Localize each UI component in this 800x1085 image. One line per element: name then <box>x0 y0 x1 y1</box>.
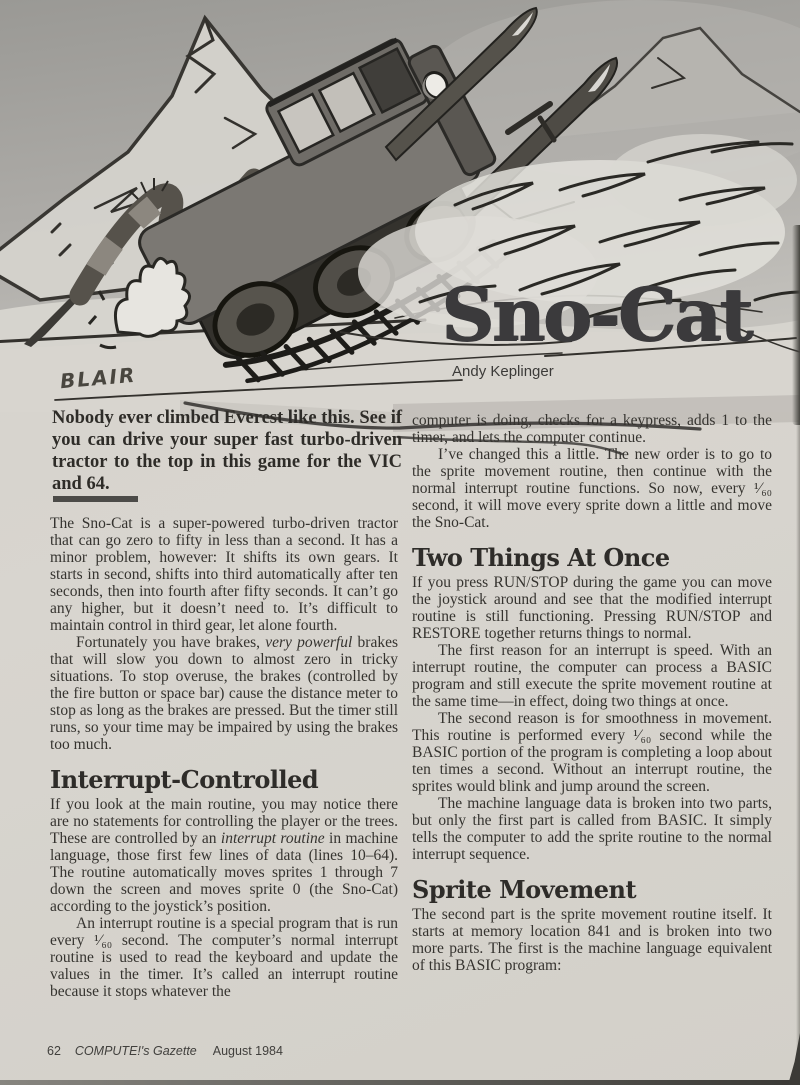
column-left <box>50 515 398 1000</box>
intro-paragraph: Nobody ever climbed Everest like this. See if you can drive your super fast turbo-driven tractor to the top in this game for the VIC and 64. <box>52 408 402 494</box>
section-heading-two-things-at-once: Two Things At Once <box>412 543 670 572</box>
magazine-name: COMPUTE!'s Gazette <box>74 1044 197 1058</box>
artist-signature: BLAIR <box>59 362 138 394</box>
paragraph-run-stop: If you press RUN/STOP during the game you can move the joystick around and see that the modified interrupt routine is still functioning. Pressing RUN/STOP and RESTORE together returns things to normal. <box>412 574 772 643</box>
paragraph-brakes: Fortunately you have brakes, very powerful brakes that will slow you down to almost zero in tricky situations. To stop overuse, the brakes (controlled by the fire button or space bar) cause the distance meter to stop as long as the brakes are pressed. But the timer still runs, so your time may be impaired by using the brakes too much. <box>50 634 398 753</box>
paragraph-interrupt-speed: The first reason for an interrupt is speed. With an interrupt routine, the computer can process a BASIC program and still execute the sprite movement routine at the same time—in effect, doing two things at once. <box>412 642 772 711</box>
paragraph-computer-continue: computer is doing, checks for a keypress, adds 1 to the timer, and lets the computer continue. <box>412 412 772 446</box>
column-right <box>412 412 772 974</box>
intro-rule <box>53 496 138 502</box>
page-footer <box>47 1044 283 1058</box>
article-title: Sno-Cat <box>441 272 751 358</box>
paragraph-smoothness: The second reason is for smoothness in movement. This routine is performed every ¹⁄₆₀ second while the BASIC portion of the program is completing a loop about ten times a second. Without an interrupt routine, the sprites would blink and jump around the screen. <box>412 710 772 796</box>
issue-date: August 1984 <box>212 1044 283 1058</box>
article-byline: Andy Keplinger <box>452 363 554 380</box>
paragraph-sno-cat-description: The Sno-Cat is a super-powered turbo-driven tractor that can go zero to fifty in less than a second. It has a minor problem, however: It shifts its own gears. It starts in second, shifts into third automatically after ten seconds, then into fourth after fifty seconds. It can’t go any higher, but it doesn’t need to. It’s difficult to maintain control in third gear, let alone fourth. <box>50 515 398 634</box>
page-bottom-edge <box>0 1080 800 1085</box>
section-heading-interrupt-controlled: Interrupt-Controlled <box>50 765 319 794</box>
section-heading-sprite-movement: Sprite Movement <box>412 875 637 905</box>
paragraph-second-part: The second part is the sprite movement routine itself. It starts at memory location 841 and is broken into two more parts. The first is the machine language equivalent of this BASIC program: <box>412 906 772 975</box>
paragraph-ml-data: The machine language data is broken into two parts, but only the first part is called from BASIC. It simply tells the computer to add the sprite routine to the normal interrupt sequence. <box>412 795 772 864</box>
page-number: 62 <box>47 1044 61 1058</box>
paragraph-main-routine: If you look at the main routine, you may notice there are no statements for controlling the player or the trees. These are controlled by an interrupt routine in machine language, those first few lines of data (lines 10–64). The routine automatically moves sprites 1 through 7 down the screen and moves sprite 0 (the Sno-Cat) according to the joystick’s position. <box>50 796 399 916</box>
paragraph-interrupt-explained: An interrupt routine is a special program that is run every ¹⁄₆₀ second. The computer’s normal interrupt routine is used to read the keyboard and update the values in the timer. It’s called an interrupt routine because it stops whatever the <box>50 915 398 1001</box>
page-edge-shadow-lower <box>796 420 800 1060</box>
paragraph-new-order: I’ve changed this a little. The new order is to go to the sprite movement routine, then continue with the normal interrupt routine functions. So now, every ¹⁄₆₀ second, it will move every sprite down a little and move the Sno-Cat. <box>412 446 772 531</box>
page-edge-shadow <box>792 225 800 425</box>
